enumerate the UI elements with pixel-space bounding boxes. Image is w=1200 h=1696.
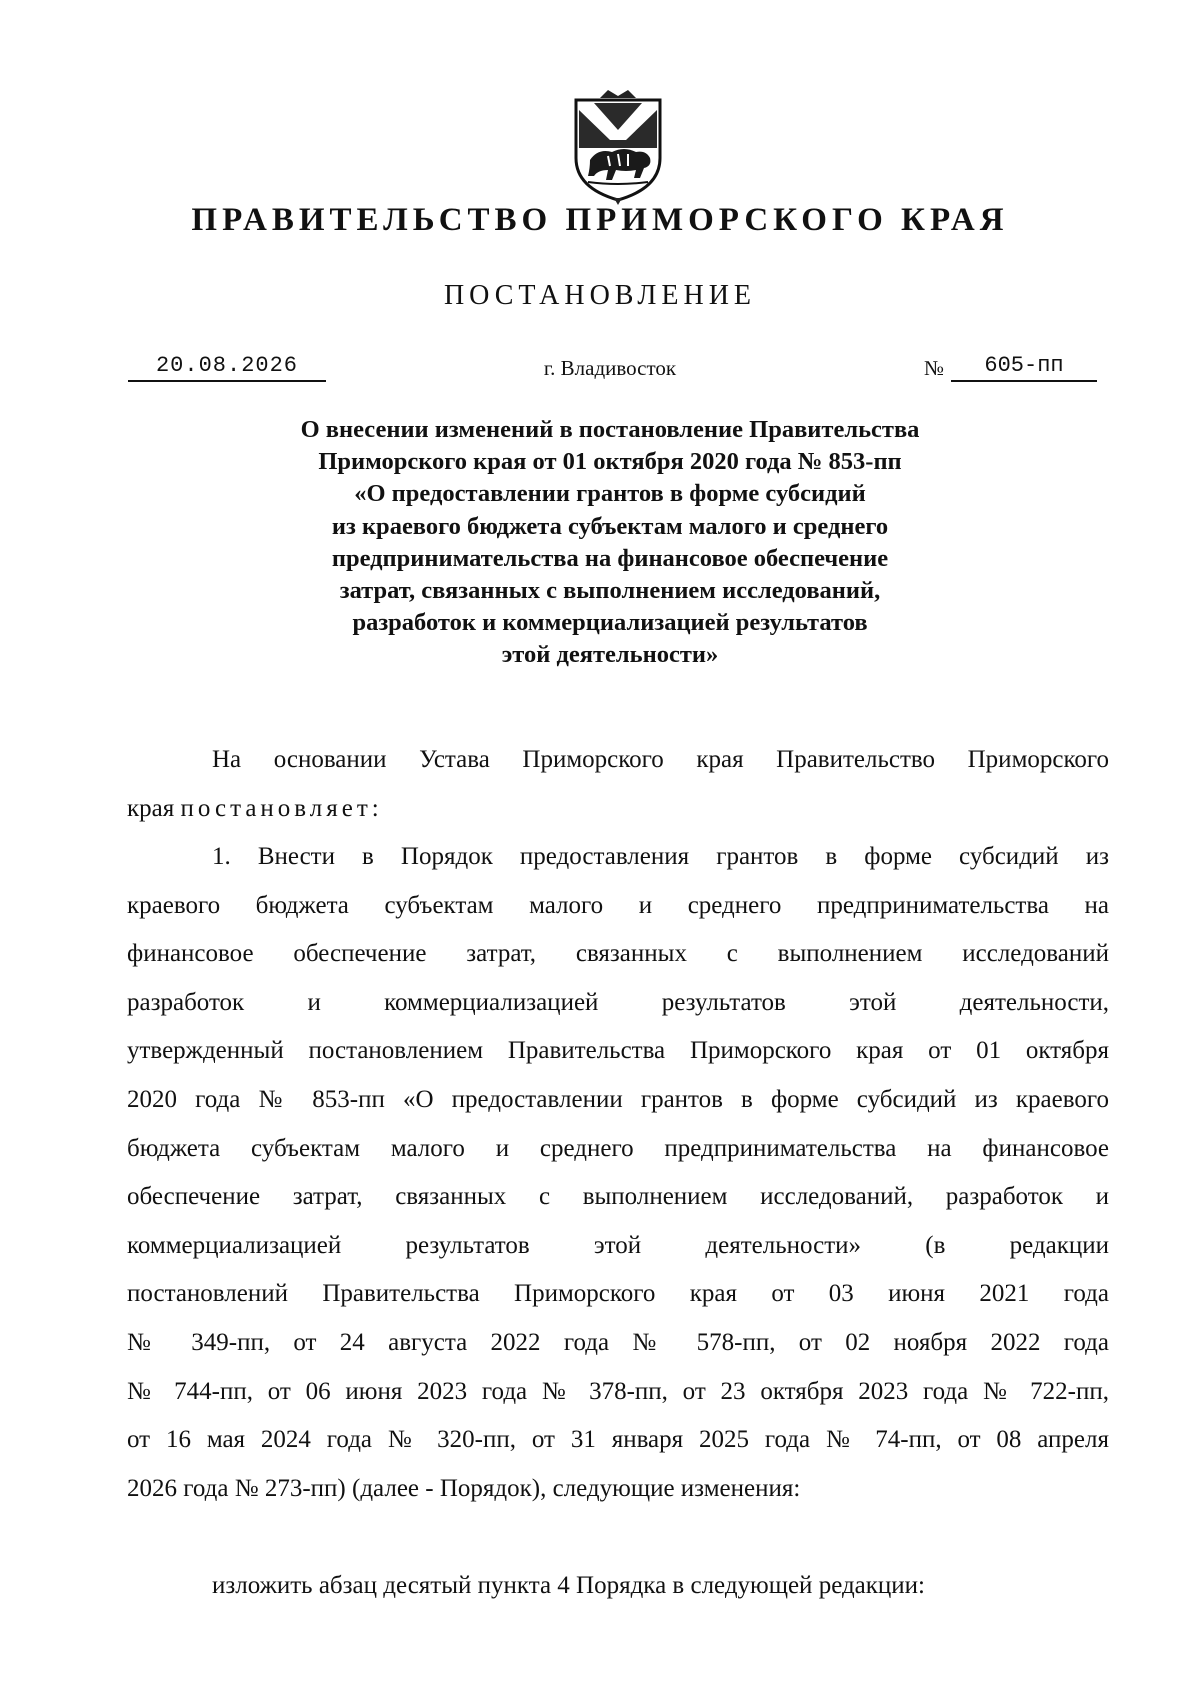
paragraph-line: разработок и коммерциализацией результатов этой деятельности, (127, 988, 1109, 1016)
paragraph-line: утвержденный постановлением Правительства Приморского края от 01 октября (127, 1037, 1109, 1065)
paragraph-line: финансовое обеспечение затрат, связанных с выполнением исследований (127, 940, 1109, 968)
document-city: г. Владивосток (543, 356, 677, 380)
heading-line: разработок и коммерциализацией результатов (352, 609, 868, 637)
paragraph-line: от 16 мая 2024 года № 320-пп, от 31 января 2025 года № 74-пп, от 08 апреля (127, 1426, 1109, 1454)
paragraph-line: № 349-пп, от 24 августа 2022 года № 578-пп, от 02 ноября 2022 года (127, 1328, 1109, 1356)
item-1-paragraph (127, 833, 1109, 1513)
paragraph-line (127, 785, 1109, 834)
heading-line: из краевого бюджета субъектам малого и среднего (331, 512, 889, 540)
paragraph-line: бюджета субъектам малого и среднего предпринимательства на финансовое (127, 1134, 1109, 1162)
document-date: 20.08.2026 (128, 353, 326, 382)
paragraph-line: На основании Устава Приморского края Правительство Приморского (212, 746, 1109, 773)
paragraph-line: постановлений Правительства Приморского края от 03 июня 2021 года (127, 1280, 1109, 1308)
heading-line: этой деятельности» (501, 641, 719, 669)
resolves-word: постановляет: (180, 794, 383, 822)
paragraph-line: обеспечение затрат, связанных с выполнением исследований, разработок и (127, 1183, 1109, 1211)
government-title: ПРАВИТЕЛЬСТВО ПРИМОРСКОГО КРАЯ (191, 202, 1009, 238)
heading-line: затрат, связанных с выполнением исследований, (339, 577, 881, 605)
heading-line: предпринимательства на финансовое обеспечение (331, 544, 889, 572)
preamble-paragraph (127, 736, 1109, 833)
paragraph-line: 2020 года № 853-пп «О предоставлении грантов в форме субсидий из краевого (127, 1085, 1109, 1113)
paragraph-line: коммерциализацией результатов этой деятельности» (в редакции (127, 1231, 1109, 1259)
heading-line: О внесении изменений в постановление Правительства (300, 416, 920, 443)
paragraph-line: изложить абзац десятый пункта 4 Порядка в следующей редакции: (212, 1572, 926, 1599)
preamble-text: края (127, 794, 175, 822)
document-heading (150, 414, 1070, 672)
document-number: 605-пп (951, 353, 1097, 382)
document-type: ПОСТАНОВЛЕНИЕ (443, 280, 757, 311)
heading-line: «О предоставлении грантов в форме субсидий (354, 480, 866, 508)
number-sign: № (924, 356, 945, 380)
paragraph-line: 1. Внести в Порядок предоставления грантов в форме субсидий из (212, 843, 1109, 870)
heading-line: Приморского края от 01 октября 2020 года № 853-пп (318, 448, 902, 476)
paragraph-line: 2026 года № 273-пп) (далее - Порядок), следующие изменения: (127, 1474, 801, 1502)
item-1-sub-paragraph (127, 1562, 1109, 1611)
paragraph-line: № 744-пп, от 06 июня 2023 года № 378-пп, от 23 октября 2023 года № 722-пп, (127, 1377, 1109, 1405)
paragraph-line: краевого бюджета субъектам малого и среднего предпринимательства на (127, 891, 1109, 919)
primorsky-coat-of-arms-icon (568, 88, 668, 206)
